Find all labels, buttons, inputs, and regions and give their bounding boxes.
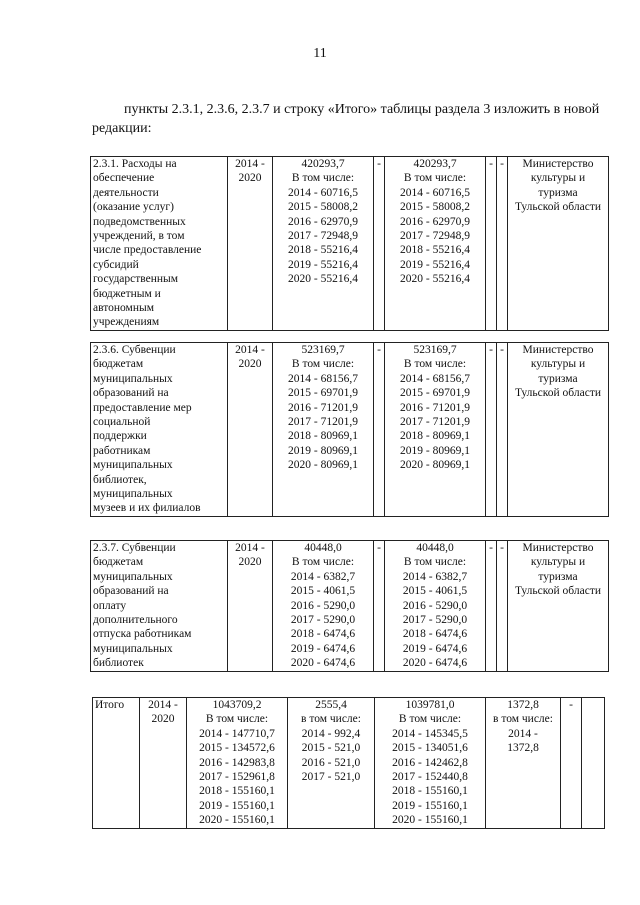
cell-line: 2014 - (235, 344, 265, 356)
cell-line: 2018 - 6474,6 (290, 628, 356, 641)
cell-line: оплату (93, 599, 127, 612)
cell-line: В том числе: (291, 172, 355, 185)
responsible-cell (508, 541, 609, 672)
cell-line: 523169,7 (301, 344, 345, 356)
cell-line: В том числе: (403, 172, 467, 185)
cell-line: предоставление мер (93, 401, 192, 414)
cell-line: в том числе: (301, 713, 361, 726)
cell-line: В том числе: (205, 713, 269, 726)
cell-line: 2016 - 62970,9 (288, 215, 358, 228)
cell-line: культуры и (530, 172, 586, 185)
cell-line: библиотек, (93, 473, 147, 486)
cell-line: музеев и их филиалов (93, 502, 201, 515)
period-cell (228, 541, 273, 672)
cell-line: культуры и (530, 556, 586, 569)
cell-line: муниципальных (93, 459, 173, 472)
cell-line: 2014 - 68156,7 (400, 372, 470, 385)
cell-line: культуры и (530, 358, 586, 371)
cell-line: 2014 - (148, 699, 178, 711)
cell-line: 2016 - 521,0 (301, 756, 361, 769)
cell-line: 2014 - 6382,7 (402, 570, 468, 583)
cell-line: 2017 - 5290,0 (402, 614, 468, 627)
cell-line: 2016 - 5290,0 (290, 599, 356, 612)
cell-line: 2014 - 60716,5 (400, 186, 470, 199)
cell-line: 1372,8 (507, 699, 539, 711)
table-row-total (92, 697, 605, 829)
cell-line: туризма (538, 570, 578, 583)
cell-line: 2016 - 71201,9 (400, 401, 470, 414)
cell-line: 2.3.7. Субвенции (93, 542, 176, 554)
cell-line: туризма (538, 372, 578, 385)
cell-line: 2020 - 155160,1 (199, 814, 275, 827)
cell-line: 2016 - 71201,9 (288, 401, 358, 414)
cell-line: 2019 - 6474,6 (402, 642, 468, 655)
cell-line: 2.3.1. Расходы на (93, 158, 177, 170)
cell-line: 40448,0 (416, 542, 454, 554)
responsible-cell (582, 698, 605, 829)
cell-line: 2014 - 68156,7 (288, 372, 358, 385)
cell-line: 1372,8 (507, 742, 539, 755)
cell-line: Министерство (522, 158, 594, 170)
cell-line: 2017 - 72948,9 (288, 230, 358, 243)
cell-line: образований на (93, 585, 169, 598)
other-cell: - (561, 698, 582, 829)
cell-line: 420293,7 (301, 158, 345, 170)
cell-line: муниципальных (93, 570, 173, 583)
cell-line: деятельности (93, 186, 159, 199)
period-cell (228, 343, 273, 517)
measure-name-cell (91, 343, 228, 517)
cell-line: В том числе: (403, 556, 467, 569)
intro-text: пункты 2.3.1, 2.3.6, 2.3.7 и строку «Итого» таблицы раздела 3 изложить в новой редакции: (92, 102, 600, 136)
local-cell: - (486, 541, 497, 672)
cell-line: муниципальных (93, 488, 173, 501)
cell-line: 2020 - 155160,1 (392, 814, 468, 827)
measure-name-cell (91, 157, 228, 331)
cell-line: бюджетам (93, 556, 144, 569)
cell-line: библиотек (93, 657, 144, 670)
cell-line: В том числе: (398, 713, 462, 726)
cell-line: 2018 - 55216,4 (400, 244, 470, 257)
cell-line: бюджетным и (93, 287, 161, 300)
total-cell (273, 157, 374, 331)
cell-line: 2017 - 71201,9 (400, 416, 470, 429)
cell-line: 2020 - 80969,1 (288, 459, 358, 472)
cell-line: 2016 - 142983,8 (199, 756, 275, 769)
cell-line: 2014 - (235, 158, 265, 170)
other-cell: - (497, 157, 508, 331)
cell-line: 2014 - 145345,5 (392, 727, 468, 740)
federal-cell (288, 698, 375, 829)
cell-line: числе предоставление (93, 244, 202, 257)
cell-line: 2015 - 69701,9 (400, 387, 470, 400)
cell-line: туризма (538, 186, 578, 199)
regional-cell (385, 157, 486, 331)
cell-line: поддержки (93, 430, 147, 443)
cell-line: 2020 (238, 172, 262, 185)
cell-line: 2015 - 134051,6 (392, 742, 468, 755)
table-row (90, 156, 609, 331)
cell-line: 2018 - 80969,1 (400, 430, 470, 443)
cell-line: 2555,4 (315, 699, 347, 711)
intro-paragraph (92, 100, 602, 138)
cell-line: 2017 - 5290,0 (290, 614, 356, 627)
local-cell (486, 698, 561, 829)
cell-line: 2019 - 80969,1 (400, 444, 470, 457)
cell-line: государственным (93, 273, 179, 286)
cell-line: 2016 - 62970,9 (400, 215, 470, 228)
cell-line: 2019 - 55216,4 (288, 258, 358, 271)
responsible-cell (508, 157, 609, 331)
cell-line: 2019 - 155160,1 (199, 799, 275, 812)
table-row (90, 342, 609, 517)
federal-cell: - (374, 157, 385, 331)
local-cell: - (486, 343, 497, 517)
cell-line: 2015 - 134572,6 (199, 742, 275, 755)
cell-line: Министерство (522, 344, 594, 356)
cell-line: 2020 - 55216,4 (400, 273, 470, 286)
cell-line: муниципальных (93, 642, 173, 655)
cell-line: 2020 - 55216,4 (288, 273, 358, 286)
cell-line: автономным (93, 302, 154, 315)
cell-line: Тульской области (514, 387, 601, 400)
cell-line: 2020 (151, 713, 175, 726)
cell-line: 2017 - 72948,9 (400, 230, 470, 243)
cell-line: обеспечение (93, 172, 155, 185)
cell-line: образований на (93, 387, 169, 400)
cell-line: 2017 - 71201,9 (288, 416, 358, 429)
cell-line: 2019 - 6474,6 (290, 642, 356, 655)
cell-line: 1039781,0 (405, 699, 455, 711)
regional-cell (375, 698, 486, 829)
page-number: 11 (313, 46, 327, 61)
cell-line: 2014 - 6382,7 (290, 570, 356, 583)
cell-line: 2019 - 155160,1 (392, 799, 468, 812)
cell-line: субсидий (93, 258, 139, 271)
cell-line: Тульской области (514, 201, 601, 214)
cell-line: в том числе: (493, 713, 553, 726)
cell-line: 2014 - 60716,5 (288, 186, 358, 199)
cell-line: 2017 - 152440,8 (392, 771, 468, 784)
federal-cell: - (374, 541, 385, 672)
cell-line: 2014 - 992,4 (301, 727, 361, 740)
cell-line: 1043709,2 (212, 699, 262, 711)
cell-line: 2014 - (235, 542, 265, 554)
total-label-cell: Итого (93, 698, 140, 829)
cell-line: Министерство (522, 542, 594, 554)
cell-line: 2016 - 142462,8 (392, 756, 468, 769)
cell-line: 420293,7 (413, 158, 457, 170)
cell-line: 2015 - 58008,2 (400, 201, 470, 214)
local-cell: - (486, 157, 497, 331)
cell-line: социальной (93, 416, 151, 429)
responsible-cell (508, 343, 609, 517)
federal-cell: - (374, 343, 385, 517)
cell-line: В том числе: (291, 556, 355, 569)
cell-line: 2015 - 58008,2 (288, 201, 358, 214)
cell-line: 2020 - 6474,6 (402, 657, 468, 670)
cell-line: муниципальных (93, 372, 173, 385)
cell-line: 2017 - 152961,8 (199, 771, 275, 784)
cell-line: 523169,7 (413, 344, 457, 356)
measure-name-cell (91, 541, 228, 672)
cell-line: 2020 - 6474,6 (290, 657, 356, 670)
cell-line: работникам (93, 444, 151, 457)
cell-line: 2018 - 155160,1 (199, 785, 275, 798)
cell-line: 2015 - 69701,9 (288, 387, 358, 400)
cell-line: учреждениям (93, 316, 160, 329)
period-cell (140, 698, 187, 829)
regional-cell (385, 541, 486, 672)
table-row (90, 540, 609, 672)
cell-line: 2020 - 80969,1 (400, 459, 470, 472)
cell-line: (оказание услуг) (93, 201, 174, 214)
cell-line: 2017 - 521,0 (301, 771, 361, 784)
cell-line: 2018 - 55216,4 (288, 244, 358, 257)
other-cell: - (497, 343, 508, 517)
regional-cell (385, 343, 486, 517)
cell-line: 2018 - 6474,6 (402, 628, 468, 641)
cell-line: 2015 - 521,0 (301, 742, 361, 755)
cell-line: отпуска работникам (93, 628, 192, 641)
cell-line: В том числе: (403, 358, 467, 371)
cell-line: 2020 (238, 358, 262, 371)
cell-line: В том числе: (291, 358, 355, 371)
cell-line: Тульской области (514, 585, 601, 598)
cell-line: 2016 - 5290,0 (402, 599, 468, 612)
cell-line: 2018 - 80969,1 (288, 430, 358, 443)
total-cell (273, 343, 374, 517)
cell-line: 2014 - (508, 727, 538, 740)
cell-line: 2015 - 4061,5 (290, 585, 356, 598)
period-cell (228, 157, 273, 331)
cell-line: учреждений, в том (93, 230, 185, 243)
cell-line: 2015 - 4061,5 (402, 585, 468, 598)
other-cell: - (497, 541, 508, 672)
total-cell (273, 541, 374, 672)
cell-line: 2018 - 155160,1 (392, 785, 468, 798)
total-cell (187, 698, 288, 829)
cell-line: подведомственных (93, 215, 186, 228)
cell-line: 2014 - 147710,7 (199, 727, 275, 740)
cell-line: 40448,0 (304, 542, 342, 554)
cell-line: 2.3.6. Субвенции (93, 344, 176, 356)
cell-line: 2019 - 80969,1 (288, 444, 358, 457)
cell-line: 2019 - 55216,4 (400, 258, 470, 271)
cell-line: бюджетам (93, 358, 144, 371)
cell-line: 2020 (238, 556, 262, 569)
cell-line: дополнительного (93, 614, 178, 627)
